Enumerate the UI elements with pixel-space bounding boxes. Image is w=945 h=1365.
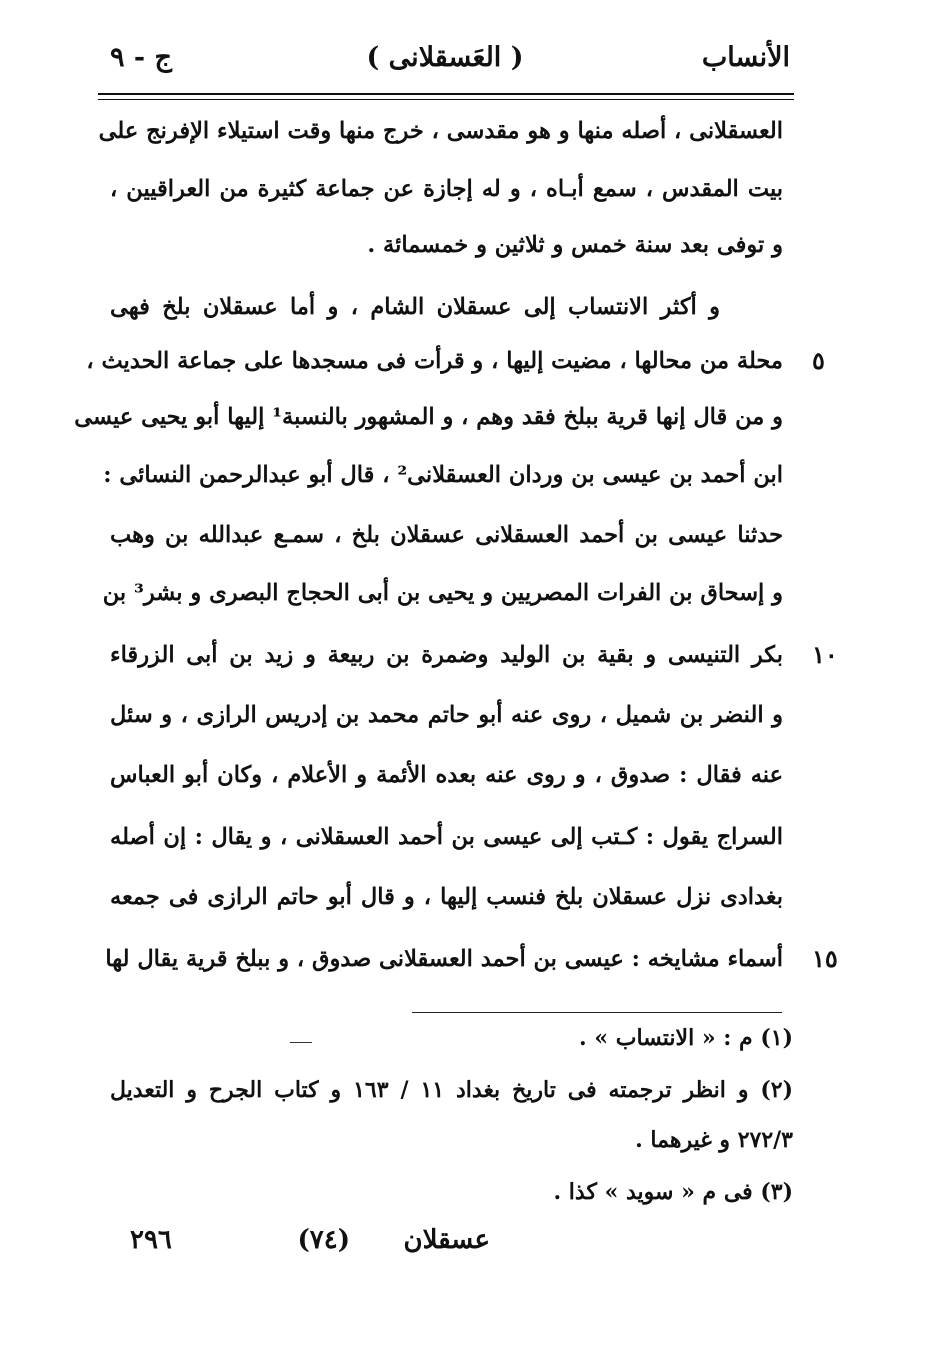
footnote-2-cont: ٢٧٢/٣ و غيرهما .: [635, 1127, 793, 1153]
text-line: ابن أحمد بن عيسى بن وردان العسقلانى² ، قال أبو عبدالرحمن النسائى :: [103, 462, 783, 488]
text-line: بيت المقدس ، سمع أبـاه ، و له إجازة عن جماعة كثيرة من العراقيين ،: [110, 176, 783, 202]
text-line: و من قال إنها قرية ببلخ فقد وهم ، و المشهور بالنسبة¹ إليها أبو يحيى عيسى: [74, 404, 783, 430]
text-line: و إسحاق بن الفرات المصريين و يحيى بن أبى الحجاج البصرى و بشر³ بن: [102, 580, 783, 606]
header-rule-thin: [98, 99, 794, 100]
running-header: [100, 42, 790, 92]
text-line: العسقلانى ، أصله منها و هو مقدسى ، خرج منها وقت استيلاء الإفرنج على: [98, 118, 783, 144]
text-line: السراج يقول : كـتب إلى عيسى بن أحمد العسقلانى ، و يقال : إن أصله: [110, 824, 783, 850]
text-line: و توفى بعد سنة خمس و ثلاثين و خمسمائة .: [367, 232, 783, 258]
footer-index: (٧٤): [297, 1225, 350, 1255]
text-line: أسماء مشايخه : عيسى بن أحمد العسقلانى صدوق ، و ببلخ قرية يقال لها: [105, 946, 783, 972]
page-number: ٢٩٦: [130, 1225, 172, 1255]
text-line: حدثنا عيسى بن أحمد العسقلانى عسقلان بلخ ، سمـع عبدالله بن وهب: [110, 522, 783, 548]
footnote-3: (٣) فى م « سويد » كذا .: [553, 1179, 793, 1205]
text-line: و أكثر الانتساب إلى عسقلان الشام ، و أما عسقلان بلخ فهى: [110, 294, 720, 320]
line-number: ١٠: [812, 640, 838, 669]
line-number: ١٥: [812, 944, 838, 973]
text-line: محلة من محالها ، مضيت إليها ، و قرأت فى مسجدها على جماعة الحديث ،: [86, 348, 783, 374]
text-line: بكر التنيسى و بقية بن الوليد وضمرة بن ربيعة و زيد بن أبى الزرقاء: [110, 642, 783, 668]
entry-title: ( العَسقلانى ): [366, 42, 524, 73]
text-line: عنه فقال : صدوق ، و روى عنه بعده الأئمة و الأعلام ، وكان أبو العباس: [110, 762, 783, 788]
footnote-1: (١) م : « الانتساب » .: [579, 1025, 793, 1051]
line-number: ٥: [812, 346, 825, 375]
book-title: الأنساب: [701, 42, 790, 73]
volume-label: ج - ٩: [110, 42, 172, 73]
footnote-2: (٢) و انظر ترجمته فى تاريخ بغداد ١١ / ١٦٣ و كتاب الجرح و التعديل: [110, 1077, 794, 1103]
page-footer: [130, 1225, 490, 1265]
header-rule: [98, 93, 794, 95]
text-line: و النضر بن شميل ، روى عنه أبو حاتم محمد بن إدريس الرازى ، و سئل: [110, 702, 783, 728]
footer-word: عسقلان: [403, 1225, 490, 1255]
text-line: بغدادى نزل عسقلان بلخ فنسب إليها ، و قال أبو حاتم الرازى فى جمعه: [110, 884, 783, 910]
